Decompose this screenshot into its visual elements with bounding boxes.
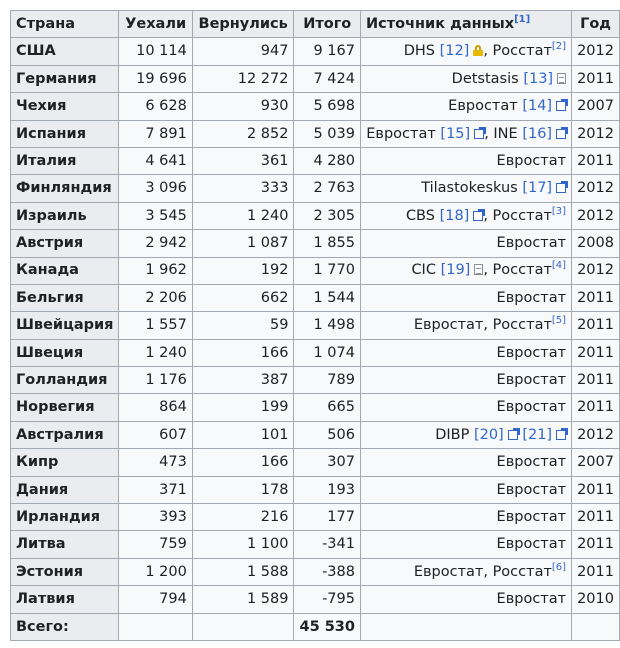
- source-cell: [360, 175, 571, 202]
- header-returned: Вернулись: [192, 11, 294, 38]
- header-source: [360, 11, 571, 38]
- table-row: [11, 65, 620, 92]
- document-icon: [557, 73, 566, 84]
- total-cell: 7 424: [294, 65, 361, 92]
- year-cell: 2011: [572, 558, 620, 585]
- total-cell: 307: [294, 449, 361, 476]
- reference-link[interactable]: [4]: [551, 260, 567, 272]
- source-link[interactable]: [15]: [440, 125, 471, 142]
- total-cell: 5 039: [294, 120, 361, 147]
- header-row: [11, 11, 620, 38]
- left-cell: 10 114: [119, 38, 192, 65]
- source-text: Tilastokeskus: [421, 180, 523, 197]
- left-cell: 7 891: [119, 120, 192, 147]
- table-row: [11, 38, 620, 65]
- source-text: Евростат: [448, 98, 523, 115]
- year-cell: 2012: [572, 120, 620, 147]
- country-cell: США: [11, 38, 119, 65]
- returned-cell: 1 100: [192, 531, 294, 558]
- table-row: [11, 257, 620, 284]
- year-cell: 2011: [572, 531, 620, 558]
- left-cell: 759: [119, 531, 192, 558]
- source-cell: [360, 230, 571, 257]
- total-cell: 789: [294, 367, 361, 394]
- table-row: [11, 449, 620, 476]
- lock-icon: [473, 45, 483, 56]
- source-text: Евростат: [496, 344, 567, 361]
- external-link-icon: [508, 430, 518, 440]
- total-cell: -388: [294, 558, 361, 585]
- year-cell: 2011: [572, 284, 620, 311]
- left-cell: 1 962: [119, 257, 192, 284]
- source-cell: [360, 65, 571, 92]
- header-country: Страна: [11, 11, 119, 38]
- country-cell: Испания: [11, 120, 119, 147]
- left-cell: 1 557: [119, 312, 192, 339]
- table-row: [11, 312, 620, 339]
- source-link[interactable]: [12]: [439, 43, 470, 60]
- returned-cell: 1 087: [192, 230, 294, 257]
- total-cell: 665: [294, 394, 361, 421]
- total-cell: -795: [294, 586, 361, 613]
- year-cell: 2011: [572, 394, 620, 421]
- source-text: Евростат: [496, 508, 567, 525]
- header-year: Год: [572, 11, 620, 38]
- total-cell: 1 855: [294, 230, 361, 257]
- returned-cell: 192: [192, 257, 294, 284]
- returned-cell: 947: [192, 38, 294, 65]
- returned-cell: 101: [192, 421, 294, 448]
- country-cell: Канада: [11, 257, 119, 284]
- left-cell: 607: [119, 421, 192, 448]
- country-cell: Литва: [11, 531, 119, 558]
- year-cell: 2012: [572, 421, 620, 448]
- year-cell: 2012: [572, 202, 620, 229]
- returned-cell: 662: [192, 284, 294, 311]
- left-cell: 4 641: [119, 147, 192, 174]
- table-row: [11, 175, 620, 202]
- country-cell: Голландия: [11, 367, 119, 394]
- year-cell: 2012: [572, 38, 620, 65]
- footer-label: Всего:: [11, 613, 119, 640]
- left-cell: 3 096: [119, 175, 192, 202]
- left-cell: 371: [119, 476, 192, 503]
- returned-cell: 1 589: [192, 586, 294, 613]
- footer-empty-returned: [192, 613, 294, 640]
- left-cell: 794: [119, 586, 192, 613]
- total-cell: 193: [294, 476, 361, 503]
- country-cell: Латвия: [11, 586, 119, 613]
- returned-cell: 178: [192, 476, 294, 503]
- source-cell: [360, 421, 571, 448]
- external-link-icon: [556, 101, 566, 111]
- year-cell: 2007: [572, 93, 620, 120]
- total-cell: 506: [294, 421, 361, 448]
- returned-cell: 387: [192, 367, 294, 394]
- year-cell: 2008: [572, 230, 620, 257]
- country-cell: Германия: [11, 65, 119, 92]
- country-cell: Эстония: [11, 558, 119, 585]
- external-link-icon: [556, 183, 566, 193]
- source-text: DIBP: [435, 426, 474, 443]
- table-row: [11, 230, 620, 257]
- year-cell: 2011: [572, 367, 620, 394]
- source-cell: [360, 586, 571, 613]
- table-row: [11, 202, 620, 229]
- header-source-ref[interactable]: [1]: [514, 13, 531, 25]
- source-text: Евростат: [496, 536, 567, 553]
- source-link[interactable]: [17]: [522, 180, 553, 197]
- source-text: CBS: [405, 207, 440, 224]
- returned-cell: 333: [192, 175, 294, 202]
- header-source-label: Источник данных: [365, 15, 515, 32]
- source-cell: [360, 202, 571, 229]
- country-cell: Бельгия: [11, 284, 119, 311]
- source-text: , Росстат: [483, 262, 552, 279]
- country-cell: Чехия: [11, 93, 119, 120]
- source-link[interactable]: [21]: [522, 426, 553, 443]
- footer-row: [11, 613, 620, 640]
- source-link[interactable]: [20]: [473, 426, 504, 443]
- country-cell: Австрия: [11, 230, 119, 257]
- total-cell: 2 763: [294, 175, 361, 202]
- left-cell: 3 545: [119, 202, 192, 229]
- table-body: [11, 38, 620, 613]
- returned-cell: 12 272: [192, 65, 294, 92]
- left-cell: 1 176: [119, 367, 192, 394]
- returned-cell: 1 588: [192, 558, 294, 585]
- footer-empty-left: [119, 613, 192, 640]
- table-row: [11, 284, 620, 311]
- total-cell: 9 167: [294, 38, 361, 65]
- left-cell: 1 240: [119, 339, 192, 366]
- source-cell: [360, 504, 571, 531]
- source-link[interactable]: [14]: [522, 98, 553, 115]
- source-cell: [360, 449, 571, 476]
- source-link[interactable]: [18]: [439, 207, 470, 224]
- country-cell: Италия: [11, 147, 119, 174]
- reference-link[interactable]: [5]: [551, 315, 567, 327]
- external-link-icon: [556, 129, 566, 139]
- source-text: , Росстат: [483, 43, 552, 60]
- table-row: [11, 339, 620, 366]
- source-cell: [360, 38, 571, 65]
- returned-cell: 2 852: [192, 120, 294, 147]
- year-cell: 2011: [572, 65, 620, 92]
- total-cell: -341: [294, 531, 361, 558]
- header-left: Уехали: [119, 11, 192, 38]
- source-text: Евростат: [496, 289, 567, 306]
- left-cell: 864: [119, 394, 192, 421]
- table-row: [11, 120, 620, 147]
- source-cell: [360, 312, 571, 339]
- source-text: CIC: [411, 262, 441, 279]
- source-text: Евростат: [366, 125, 441, 142]
- external-link-icon: [474, 129, 484, 139]
- table-row: [11, 367, 620, 394]
- returned-cell: 216: [192, 504, 294, 531]
- total-cell: 177: [294, 504, 361, 531]
- source-cell: [360, 476, 571, 503]
- source-link[interactable]: [13]: [523, 70, 554, 87]
- total-cell: 1 544: [294, 284, 361, 311]
- year-cell: 2011: [572, 312, 620, 339]
- left-cell: 393: [119, 504, 192, 531]
- emigration-table: [10, 10, 620, 641]
- country-cell: Швейцария: [11, 312, 119, 339]
- year-cell: 2007: [572, 449, 620, 476]
- source-cell: [360, 339, 571, 366]
- returned-cell: 199: [192, 394, 294, 421]
- footer-total: 45 530: [294, 613, 361, 640]
- source-text: Евростат: [496, 399, 567, 416]
- source-text: Detstasis: [451, 70, 524, 87]
- country-cell: Ирландия: [11, 504, 119, 531]
- table-row: [11, 558, 620, 585]
- source-cell: [360, 531, 571, 558]
- country-cell: Израиль: [11, 202, 119, 229]
- source-text: Евростат, Росстат: [413, 317, 552, 334]
- total-cell: 1 770: [294, 257, 361, 284]
- country-cell: Швеция: [11, 339, 119, 366]
- source-text: Евростат: [496, 481, 567, 498]
- country-cell: Кипр: [11, 449, 119, 476]
- source-cell: [360, 120, 571, 147]
- header-total: Итого: [294, 11, 361, 38]
- source-text: Евростат: [496, 152, 567, 169]
- returned-cell: 166: [192, 449, 294, 476]
- country-cell: Дания: [11, 476, 119, 503]
- source-text: Евростат: [496, 235, 567, 252]
- table-row: [11, 93, 620, 120]
- document-icon: [474, 264, 483, 275]
- country-cell: Норвегия: [11, 394, 119, 421]
- total-cell: 1 074: [294, 339, 361, 366]
- year-cell: 2010: [572, 586, 620, 613]
- table-row: [11, 476, 620, 503]
- external-link-icon: [473, 211, 483, 221]
- source-text: , Росстат: [483, 207, 552, 224]
- returned-cell: 59: [192, 312, 294, 339]
- source-cell: [360, 147, 571, 174]
- reference-link[interactable]: [2]: [551, 41, 567, 53]
- left-cell: 6 628: [119, 93, 192, 120]
- source-text: , INE: [484, 125, 523, 142]
- left-cell: 2 206: [119, 284, 192, 311]
- table-row: [11, 586, 620, 613]
- source-cell: [360, 394, 571, 421]
- table-row: [11, 504, 620, 531]
- country-cell: Финляндия: [11, 175, 119, 202]
- source-link[interactable]: [19]: [440, 262, 471, 279]
- year-cell: 2012: [572, 257, 620, 284]
- returned-cell: 361: [192, 147, 294, 174]
- source-cell: [360, 284, 571, 311]
- left-cell: 473: [119, 449, 192, 476]
- source-cell: [360, 93, 571, 120]
- returned-cell: 930: [192, 93, 294, 120]
- source-text: DHS: [403, 43, 440, 60]
- year-cell: 2011: [572, 504, 620, 531]
- returned-cell: 1 240: [192, 202, 294, 229]
- total-cell: 5 698: [294, 93, 361, 120]
- left-cell: 2 942: [119, 230, 192, 257]
- source-cell: [360, 367, 571, 394]
- source-cell: [360, 257, 571, 284]
- source-text: Евростат: [496, 591, 567, 608]
- source-link[interactable]: [16]: [522, 125, 553, 142]
- source-cell: [360, 558, 571, 585]
- table-row: [11, 421, 620, 448]
- source-text: Евростат, Росстат: [413, 563, 552, 580]
- left-cell: 19 696: [119, 65, 192, 92]
- table-row: [11, 531, 620, 558]
- footer-empty-year: [572, 613, 620, 640]
- reference-link[interactable]: [3]: [551, 205, 567, 217]
- table-row: [11, 394, 620, 421]
- source-text: Евростат: [496, 372, 567, 389]
- total-cell: 2 305: [294, 202, 361, 229]
- total-cell: 1 498: [294, 312, 361, 339]
- returned-cell: 166: [192, 339, 294, 366]
- year-cell: 2011: [572, 476, 620, 503]
- year-cell: 2011: [572, 147, 620, 174]
- country-cell: Австралия: [11, 421, 119, 448]
- source-text: Евростат: [496, 454, 567, 471]
- reference-link[interactable]: [6]: [551, 561, 567, 573]
- total-cell: 4 280: [294, 147, 361, 174]
- year-cell: 2011: [572, 339, 620, 366]
- left-cell: 1 200: [119, 558, 192, 585]
- table-row: [11, 147, 620, 174]
- external-link-icon: [556, 430, 566, 440]
- year-cell: 2012: [572, 175, 620, 202]
- footer-empty-source: [360, 613, 571, 640]
